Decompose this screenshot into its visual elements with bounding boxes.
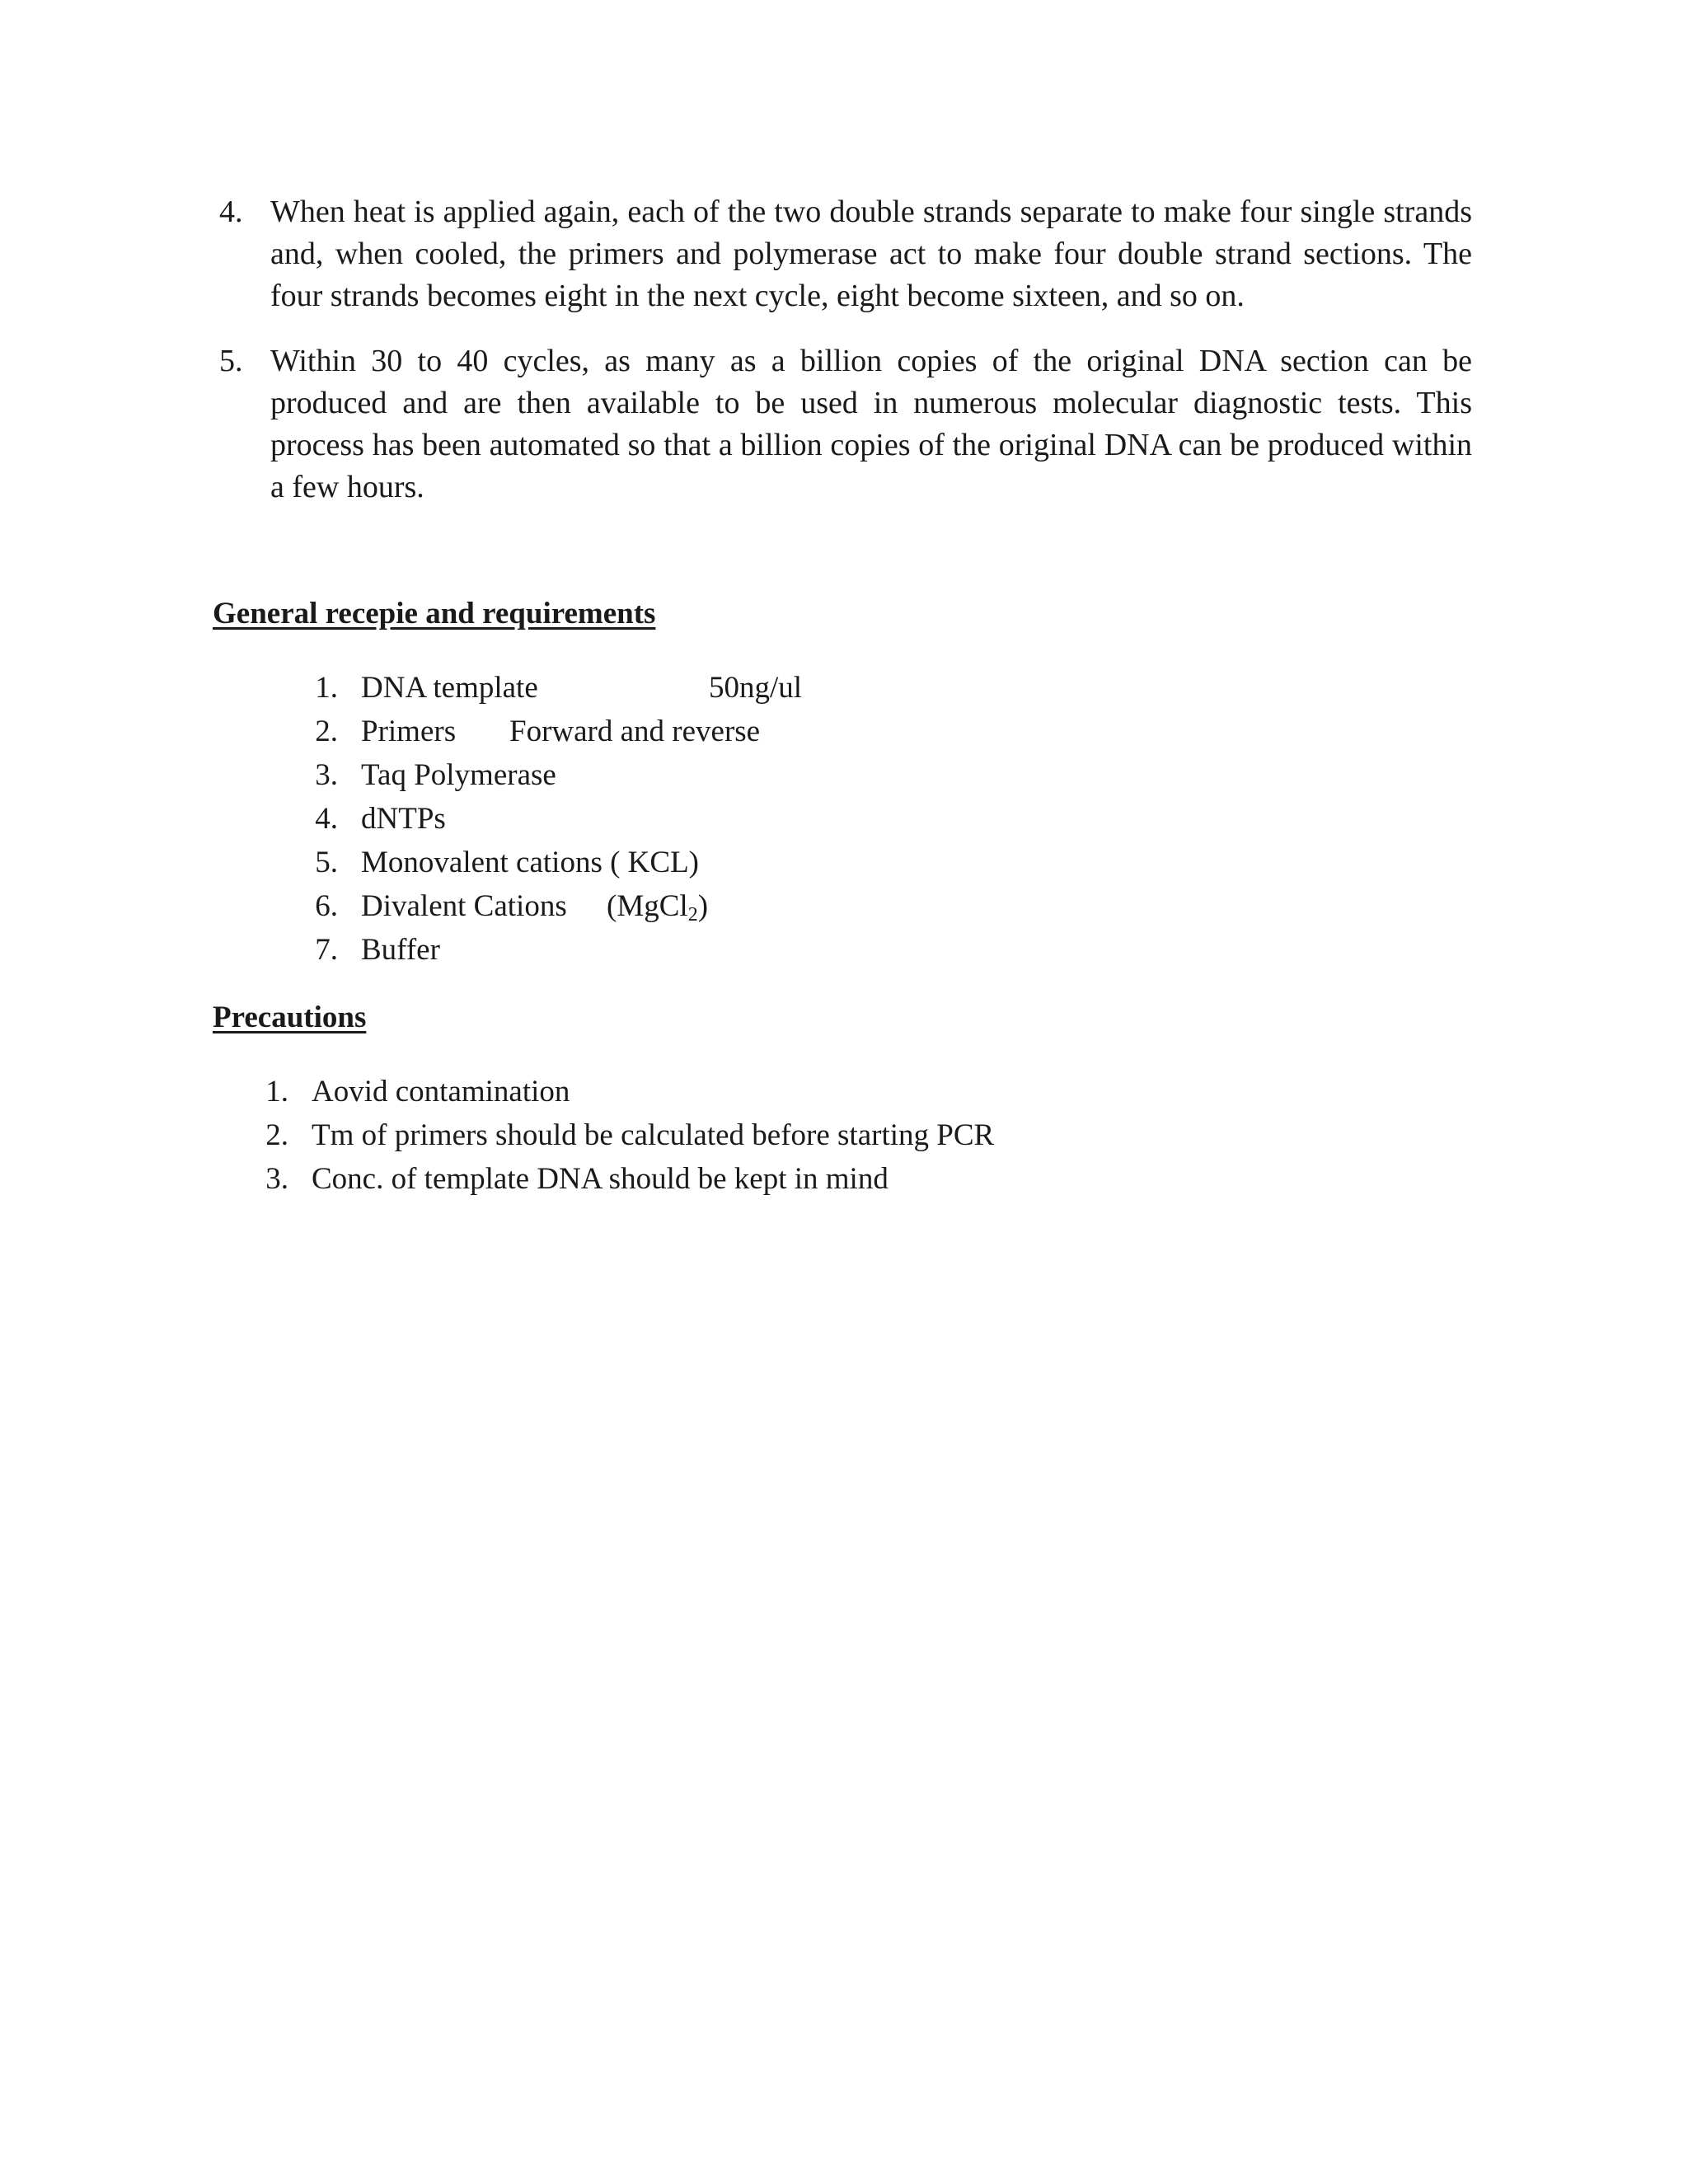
step-item — [211, 191, 1472, 317]
requirements-heading: General recepie and requirements — [213, 597, 656, 630]
item-label: Divalent Cations — [361, 889, 567, 923]
item-label: Tm of primers should be calculated before starting PCR — [312, 1118, 995, 1152]
pcr-steps-list — [211, 191, 1472, 532]
precautions-heading: Precautions — [213, 1001, 367, 1034]
step-text: When heat is applied again, each of the two double strands separate to make four single strands and, when cooled, the primers and polymerase act to make four double strand sections. The four strands becomes eight in the next cycle, eight become sixteen, and so on. — [270, 194, 1472, 313]
item-label: Aovid contamination — [312, 1075, 570, 1108]
step-text: Within 30 to 40 cycles, as many as a billion copies of the original DNA section can be produced and are then available to be used in numerous molecular diagnostic tests. This process has been automated so that a billion copies of the original DNA can be produced within a few hours. — [270, 344, 1472, 504]
chemical-formula: (MgCl — [607, 889, 688, 923]
item-number: 3. — [315, 758, 338, 792]
item-value: Forward and reverse — [509, 715, 761, 748]
item-number: 7. — [315, 933, 338, 967]
item-label: Taq Polymerase — [361, 758, 556, 792]
item-number: 6. — [315, 889, 338, 923]
item-label: dNTPs — [361, 802, 446, 836]
step-number: 4. — [219, 194, 243, 229]
item-number: 1. — [265, 1075, 288, 1108]
item-label: DNA template — [361, 671, 538, 705]
item-label: Primers — [361, 715, 457, 748]
step-number: 5. — [219, 344, 243, 378]
step-item — [211, 340, 1472, 509]
item-value: 50ng/ul — [709, 671, 803, 705]
item-number: 1. — [315, 671, 338, 705]
item-label: Buffer — [361, 933, 440, 967]
formula-subscript: 2 — [687, 904, 698, 926]
item-number: 4. — [315, 802, 338, 836]
item-number: 2. — [265, 1118, 288, 1152]
item-value — [607, 884, 708, 937]
item-number: 3. — [265, 1162, 288, 1196]
item-number: 2. — [315, 715, 338, 748]
item-number: 5. — [315, 846, 338, 879]
item-label: Monovalent cations ( KCL) — [361, 846, 699, 879]
item-label: Conc. of template DNA should be kept in mind — [312, 1162, 889, 1196]
formula-close: ) — [697, 889, 709, 923]
